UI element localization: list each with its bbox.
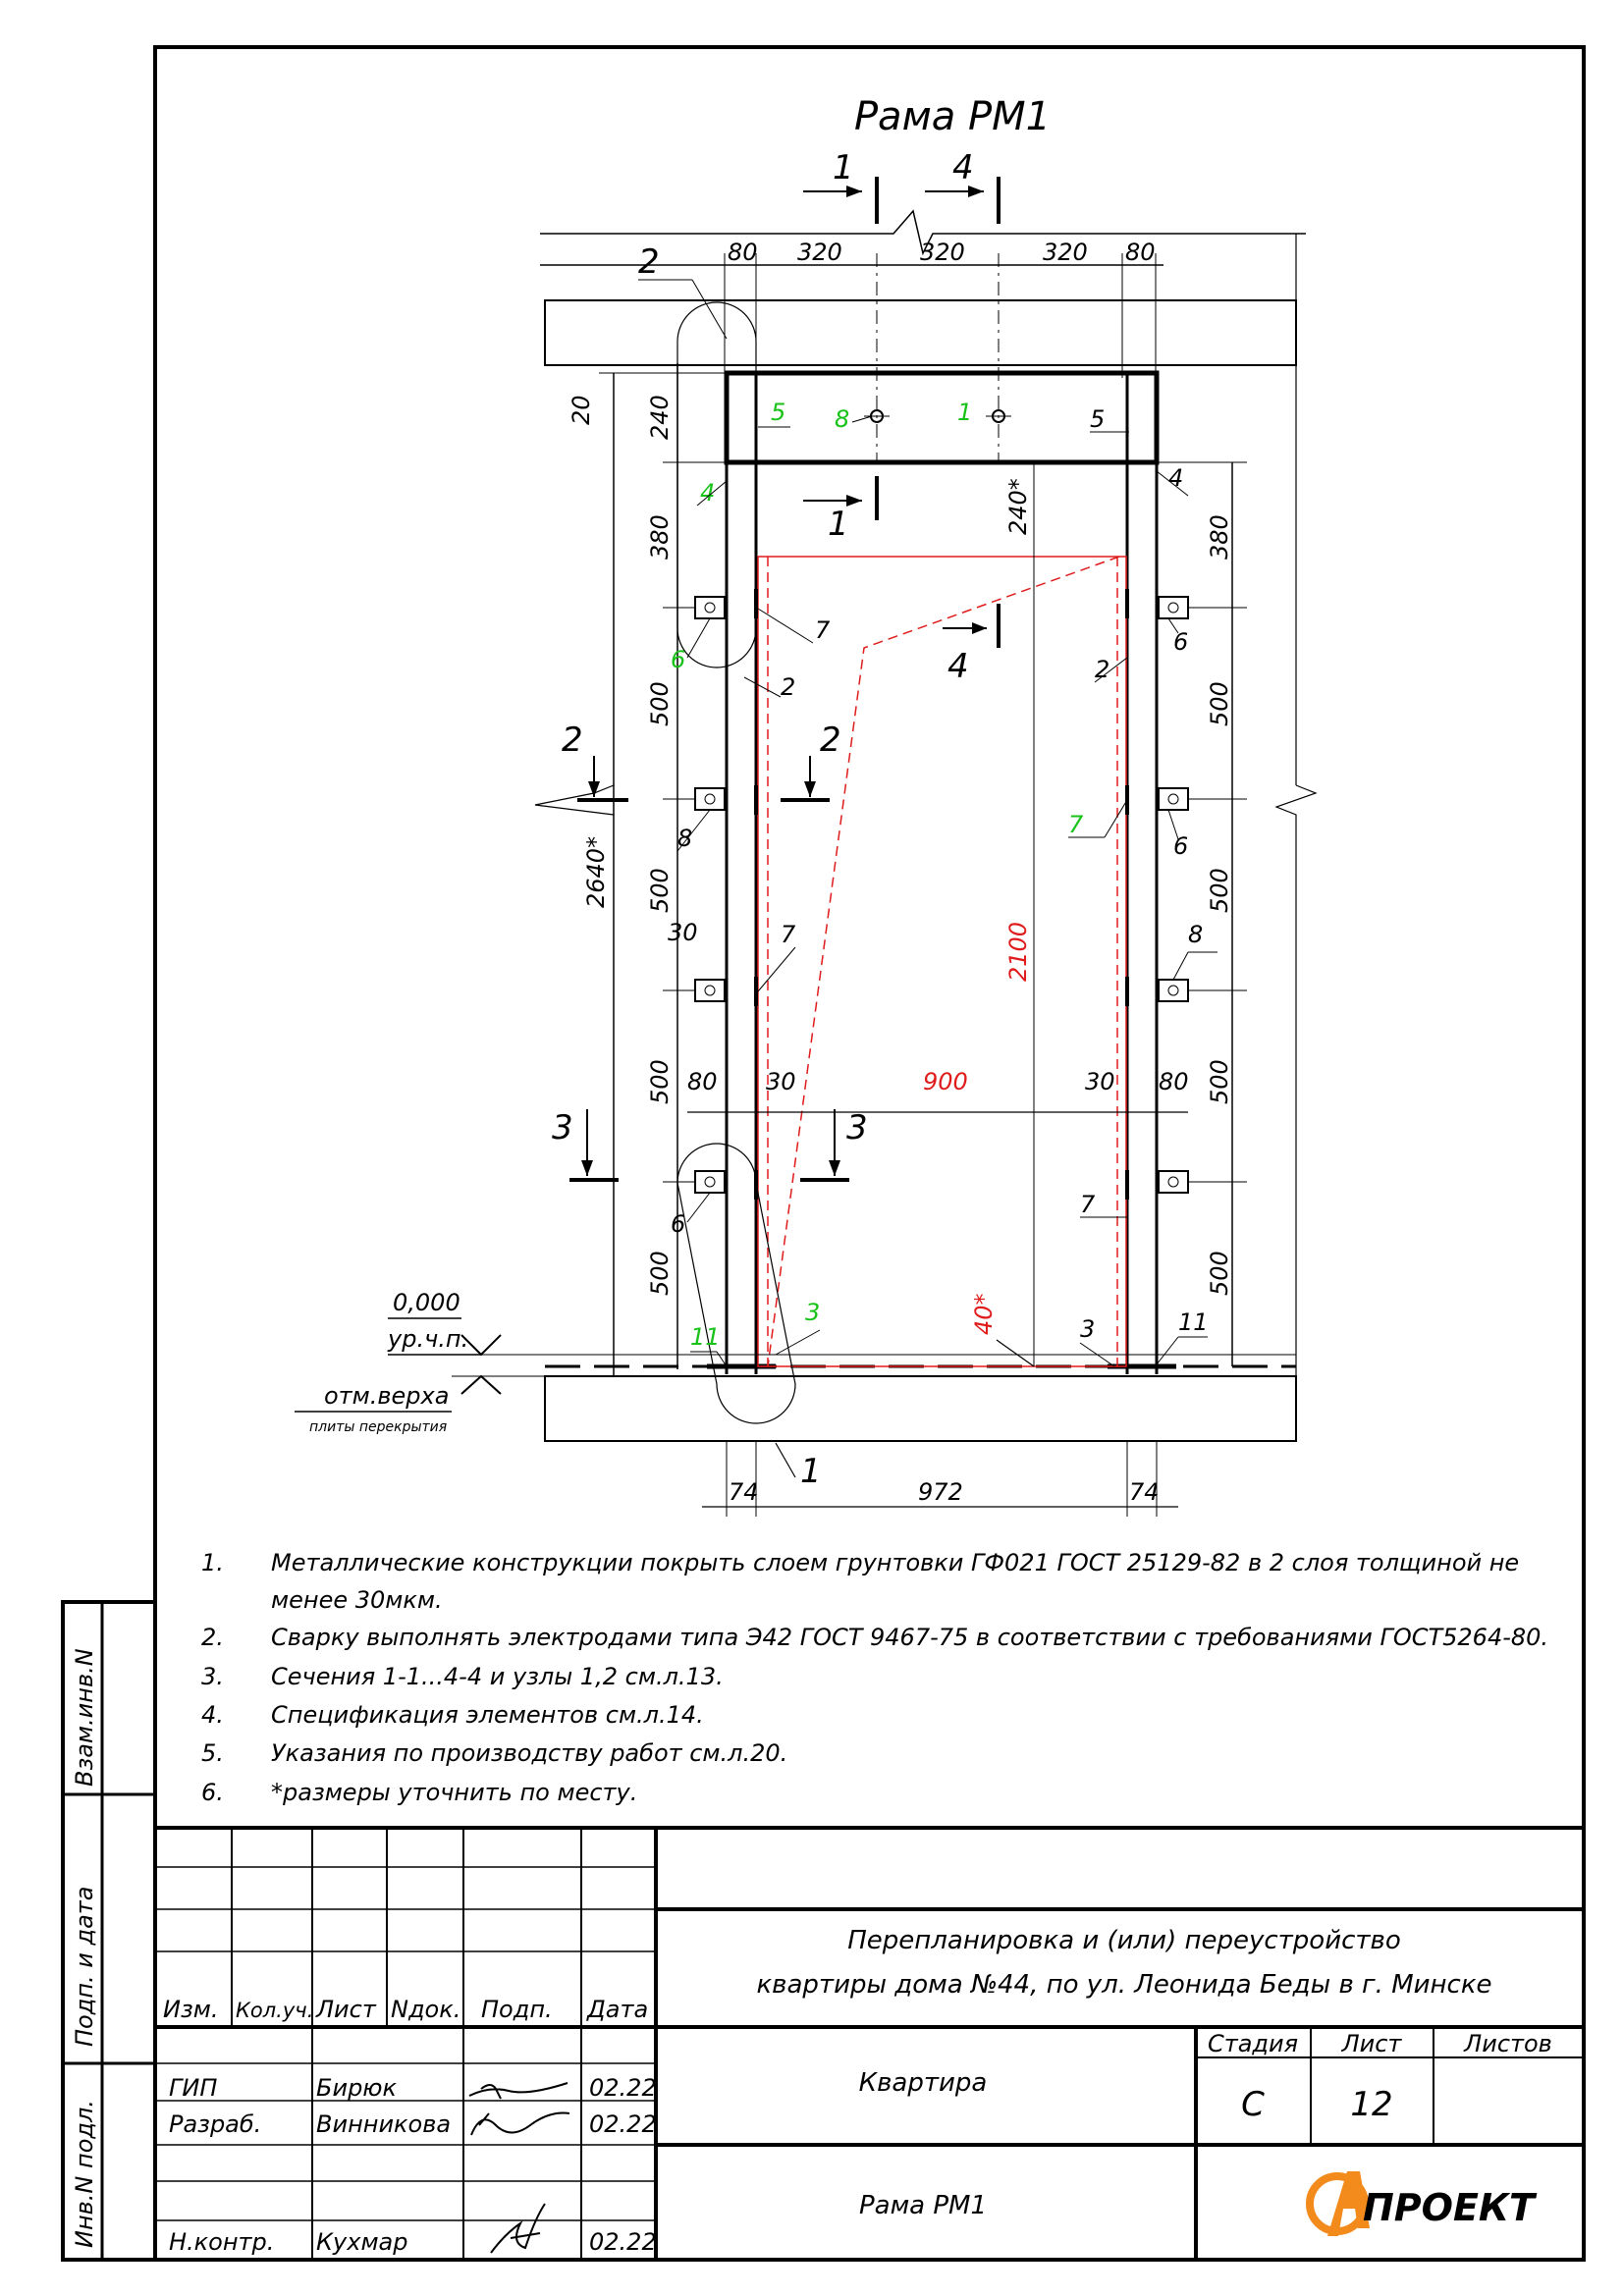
opening-width-dim	[668, 919, 1189, 1112]
section-marks-side	[552, 721, 868, 1180]
tb-sheet-title: Рама РМ1	[858, 2191, 988, 2220]
tb-name-nkontr: Кухмар	[316, 2228, 408, 2256]
dim-right-500c: 500	[1206, 1059, 1233, 1104]
ceiling-slab	[545, 300, 1296, 365]
notes	[201, 1549, 1548, 1806]
dim-left-500a: 500	[646, 681, 674, 726]
frame-posts	[707, 462, 1176, 1374]
bottom-dimensions	[702, 1441, 1178, 1517]
dim-bottom-74b: 74	[1129, 1478, 1160, 1506]
callout-3-left: 3	[805, 1299, 821, 1326]
signature-nkontr	[491, 2204, 545, 2253]
tb-role-gip: ГИП	[169, 2074, 218, 2102]
callout-2-right-post: 2	[1095, 656, 1110, 683]
signature-gip	[469, 2083, 568, 2099]
callout-6-bottom: 6	[671, 1210, 686, 1238]
dim-left-20: 20	[568, 395, 595, 425]
left-dimensions	[535, 363, 727, 1376]
note-number: 4.	[201, 1701, 224, 1729]
dim-top-80a: 80	[728, 239, 758, 266]
callout-4-right: 4	[1168, 464, 1184, 492]
tb-project-line1: Перепланировка и (или) переустройство	[847, 1926, 1401, 1955]
dim-left-240: 240	[646, 395, 674, 440]
note-number: 5.	[201, 1739, 224, 1767]
note-text: Указания по производству работ см.л.20.	[271, 1739, 788, 1767]
callout-7-right: 7	[1068, 811, 1084, 838]
tb-header-list: Лист	[316, 1996, 376, 2023]
note-number: 6.	[201, 1779, 224, 1806]
dim-right-380: 380	[1206, 514, 1233, 560]
tb-header-podp: Подп.	[481, 1996, 553, 2023]
dim-left-500c: 500	[646, 1059, 674, 1104]
dim-opening-width: 900	[923, 1068, 968, 1095]
note-text: Металлические конструкции покрыть слоем грунтовки ГФ021 ГОСТ 25129-82 в 2 слоя толщиной не	[271, 1549, 1520, 1576]
tb-object: Квартира	[858, 2068, 988, 2098]
section-mark-3-left: 3	[552, 1108, 573, 1148]
tb-role-nkontr: Н.контр.	[169, 2228, 275, 2256]
callout-6-top: 6	[671, 646, 686, 673]
section-mark-3-right: 3	[846, 1108, 868, 1148]
dim-bottom-offset: 40*	[970, 1293, 998, 1335]
note-text: менее 30мкм.	[271, 1586, 443, 1614]
tb-name-gip: Бирюк	[316, 2074, 397, 2102]
callout-7-left-mid: 7	[781, 921, 796, 948]
tb-date-gip: 02.22	[589, 2074, 657, 2102]
door-opening	[758, 557, 1126, 1366]
right-dimensions	[1157, 234, 1316, 1376]
section-mark-1-top: 1	[833, 148, 854, 187]
dim-30-plate: 30	[668, 919, 698, 946]
logo-text: ПРОЕКТ	[1363, 2186, 1535, 2229]
tb-date-razrab: 02.22	[589, 2110, 657, 2138]
tb-name-razrab: Винникова	[316, 2110, 452, 2138]
dim-overall-height: 2640*	[582, 835, 610, 908]
tb-sheet-label: Лист	[1341, 2030, 1402, 2057]
dim-inner-top: 240*	[1004, 478, 1032, 535]
node-2-outline	[677, 302, 756, 667]
note-number: 3.	[201, 1663, 224, 1690]
tb-stage-label: Стадия	[1207, 2030, 1299, 2057]
dim-right-500d: 500	[1206, 1251, 1233, 1296]
tb-sheets-label: Листов	[1464, 2030, 1552, 2057]
dim-bottom-74a: 74	[729, 1478, 759, 1506]
floor-slab	[545, 1376, 1296, 1441]
dim-left-500b: 500	[646, 868, 674, 913]
level-zero-label: ур.ч.п.	[388, 1325, 469, 1353]
callout-7-top: 7	[815, 616, 831, 644]
tb-header-koluch: Кол.уч.	[236, 1999, 314, 2022]
section-marks-mid	[803, 476, 999, 686]
callout-11-right: 11	[1178, 1308, 1209, 1336]
tb-role-razrab: Разраб.	[169, 2110, 262, 2138]
slab-top-sub: плиты перекрытия	[309, 1419, 448, 1435]
side-stamp	[63, 1602, 155, 2260]
dim-top-320a: 320	[797, 239, 842, 266]
dim-left-500d: 500	[646, 1251, 674, 1296]
tb-date-nkontr: 02.22	[589, 2228, 657, 2256]
callout-1: 1	[957, 399, 973, 426]
level-zero: 0,000	[393, 1289, 460, 1316]
dim-right-500a: 500	[1206, 681, 1233, 726]
note-number: 1.	[201, 1549, 224, 1576]
dim-left-380: 380	[646, 514, 674, 560]
callout-5-right: 5	[1090, 405, 1106, 433]
company-logo	[1310, 2171, 1538, 2236]
tb-header-data: Дата	[587, 1996, 649, 2023]
note-text: Спецификация элементов см.л.14.	[271, 1701, 704, 1729]
title-block	[155, 1828, 1584, 2260]
side-stamp-podp: Подп. и дата	[71, 1886, 98, 2047]
callout-8-left: 8	[677, 825, 693, 852]
callout-4-left: 4	[700, 479, 716, 507]
note-text: Сечения 1-1...4-4 и узлы 1,2 см.л.13.	[271, 1663, 724, 1690]
tb-stage: С	[1241, 2085, 1265, 2124]
callout-8-right: 8	[1188, 921, 1204, 948]
dim-top-80b: 80	[1125, 239, 1156, 266]
callout-11-left: 11	[690, 1323, 721, 1351]
tb-project-line2: квартиры дома №44, по ул. Леонида Беды в г. Минске	[756, 1970, 1492, 2000]
callout-3-right: 3	[1080, 1315, 1096, 1343]
signature-razrab	[471, 2113, 569, 2136]
slab-top-label: отм.верха	[324, 1382, 450, 1410]
drawing-title: Рама РМ1	[853, 94, 1052, 139]
section-mark-4-mid: 4	[947, 647, 969, 686]
side-stamp-inv: Инв.N подл.	[71, 2100, 98, 2248]
callout-6-right-mid: 6	[1173, 832, 1189, 860]
note-text: *размеры уточнить по месту.	[271, 1779, 638, 1806]
dim-right-500b: 500	[1206, 868, 1233, 913]
callout-8: 8	[835, 405, 850, 433]
level-marks	[295, 1289, 1296, 1435]
callout-2-top: 2	[638, 242, 660, 282]
tb-header-ndok: Nдок.	[391, 1996, 461, 2023]
section-marks-top	[803, 148, 999, 224]
callout-2-left-post: 2	[781, 673, 796, 701]
dim-30-right: 30	[1085, 1068, 1115, 1095]
dim-80-left: 80	[687, 1068, 718, 1095]
note-number: 2.	[201, 1624, 224, 1651]
tb-header-izm: Изм.	[163, 1996, 219, 2023]
dim-top-320c: 320	[1043, 239, 1088, 266]
anchor-plates	[695, 589, 1188, 1200]
callout-6-right-top: 6	[1173, 628, 1189, 656]
section-mark-2-right: 2	[820, 721, 841, 760]
section-mark-1-mid: 1	[828, 505, 849, 544]
callout-7-bottom: 7	[1080, 1191, 1096, 1218]
tb-sheet: 12	[1350, 2085, 1393, 2124]
dim-opening-height: 2100	[1004, 921, 1032, 982]
callout-5-left: 5	[771, 399, 786, 426]
section-mark-2-left: 2	[562, 721, 583, 760]
dim-bottom-972: 972	[918, 1478, 963, 1506]
side-stamp-vzam: Взам.инв.N	[71, 1648, 98, 1787]
top-beam-bolts	[864, 410, 1011, 422]
dim-30-left: 30	[766, 1068, 796, 1095]
note-text: Сварку выполнять электродами типа Э42 ГОСТ 9467-75 в соответствии с требованиями ГОСТ5264-80.	[271, 1624, 1549, 1651]
dim-top-320b: 320	[920, 239, 965, 266]
section-mark-1-bottom: 1	[800, 1452, 822, 1491]
section-mark-4-top: 4	[952, 148, 974, 187]
dim-80-right: 80	[1159, 1068, 1189, 1095]
